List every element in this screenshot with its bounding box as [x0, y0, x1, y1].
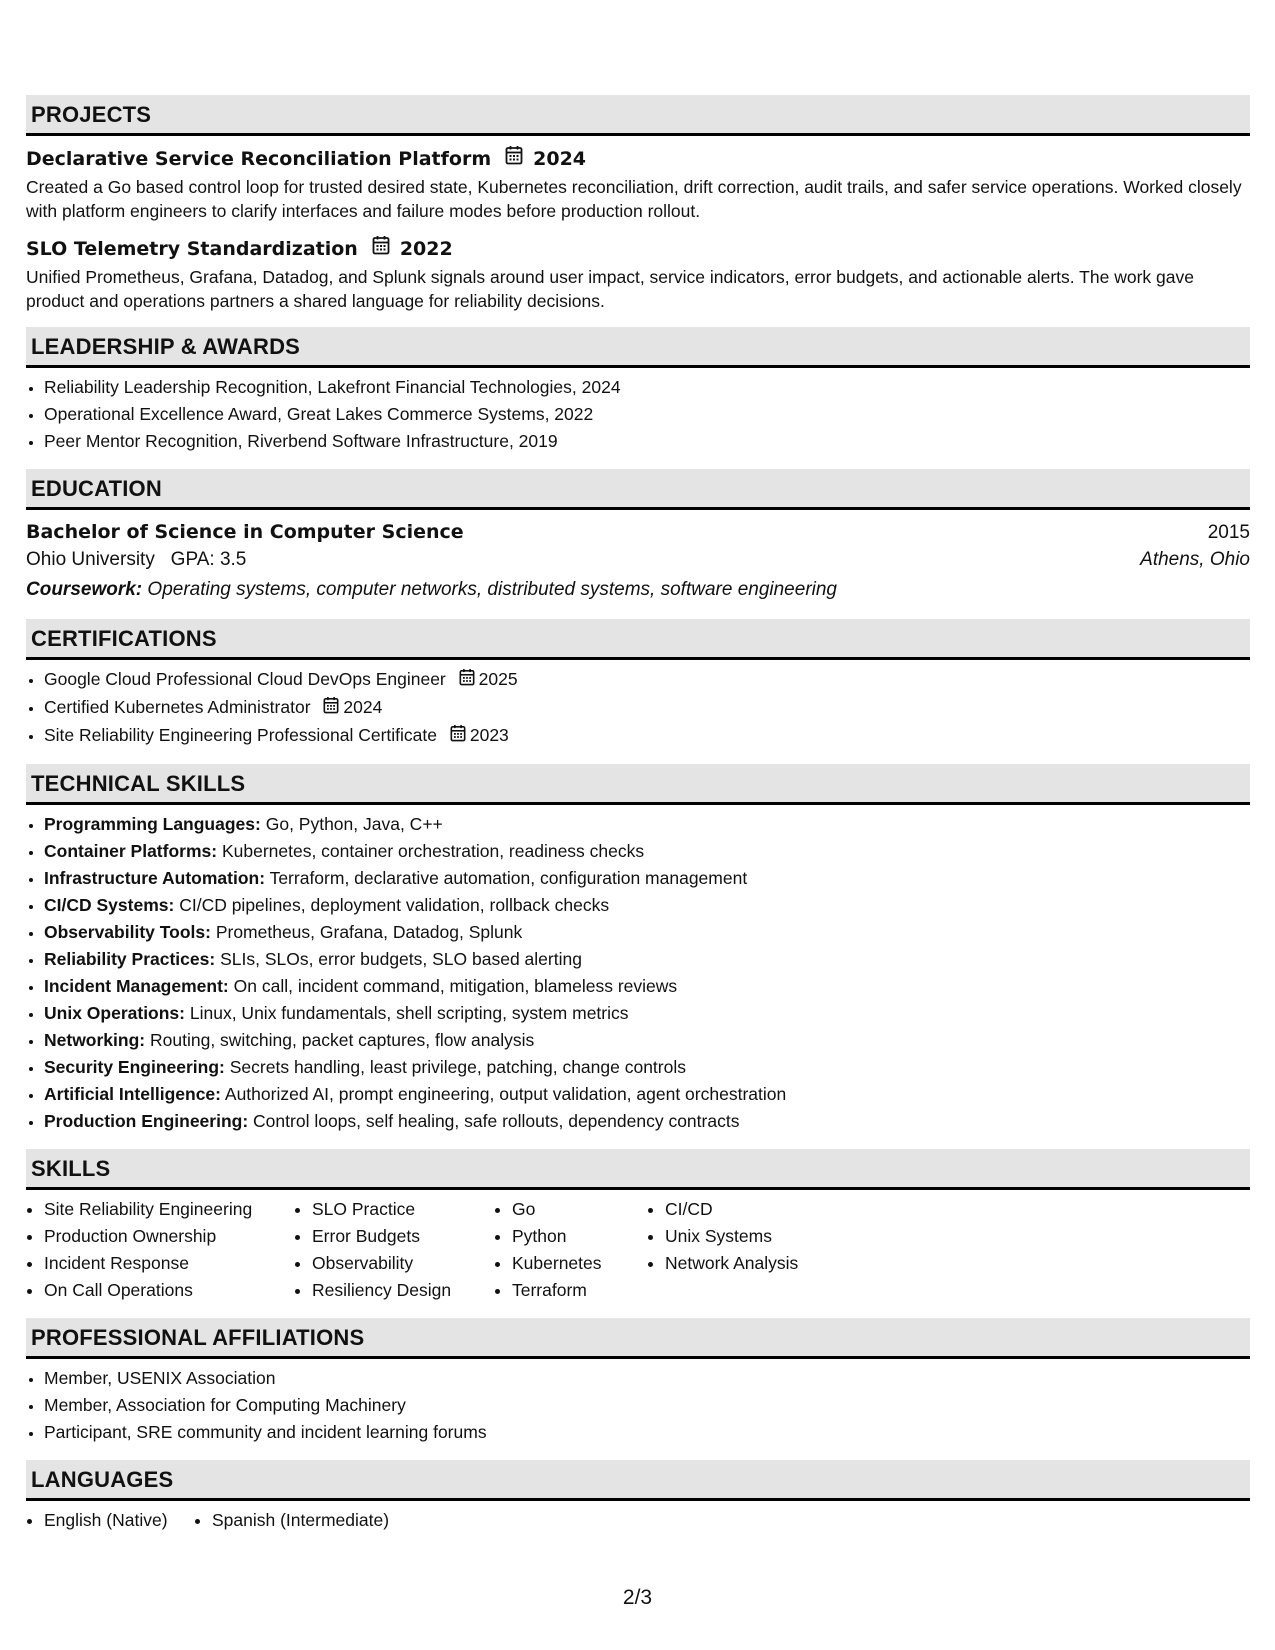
project-name: Declarative Service Reconciliation Platform	[26, 147, 492, 170]
list-item: • Peer Mentor Recognition, Riverbend Software Infrastructure, 2019	[44, 428, 1250, 455]
section-header-certifications: CERTIFICATIONS	[26, 619, 1250, 660]
project-description: Created a Go based control loop for trusted desired state, Kubernetes reconciliation, drift correction, audit trails, and safer service operations. Worked closely with platform engineers to clarify interfaces and failure modes before production rollout.	[26, 177, 1242, 221]
affiliations-list	[26, 1365, 1250, 1446]
list-item: • Incident Response	[44, 1250, 294, 1277]
list-item: • Observability	[312, 1250, 494, 1277]
cert-name: Certified Kubernetes Administrator	[44, 696, 311, 717]
calendar-icon	[459, 667, 475, 694]
calendar-icon	[372, 235, 390, 262]
cert-year: 2024	[343, 696, 383, 717]
skill-values: CI/CD pipelines, deployment validation, rollback checks	[179, 894, 610, 915]
project-description: Unified Prometheus, Grafana, Datadog, and Splunk signals around user impact, service indicators, error budgets, and actionable alerts. The work gave product and operations partners a shared language for reliability decisions.	[26, 267, 1194, 311]
list-item	[44, 973, 1250, 1000]
skill-values: On call, incident command, mitigation, blameless reviews	[233, 975, 678, 996]
list-item	[44, 1000, 1250, 1027]
list-item	[44, 1108, 1250, 1135]
coursework-label: Coursework:	[26, 579, 143, 600]
list-item: • Spanish (Intermediate)	[212, 1507, 389, 1534]
skills-column	[294, 1196, 494, 1304]
skill-category: Production Engineering:	[44, 1110, 249, 1131]
degree: Bachelor of Science in Computer Science	[26, 521, 464, 543]
list-item	[44, 1027, 1250, 1054]
skill-category: Reliability Practices:	[44, 948, 216, 969]
skills-column	[647, 1196, 865, 1304]
skill-values: Go, Python, Java, C++	[265, 813, 443, 834]
list-item: • Member, USENIX Association	[44, 1365, 1250, 1392]
section-header-skills: SKILLS	[26, 1149, 1250, 1190]
list-item: • Unix Systems	[665, 1223, 865, 1250]
calendar-icon	[505, 145, 523, 172]
skills-column	[494, 1196, 647, 1304]
skill-category: Container Platforms:	[44, 840, 218, 861]
cert-year: 2023	[469, 724, 509, 745]
list-item	[44, 666, 1250, 694]
list-item: • Reliability Leadership Recognition, Lakefront Financial Technologies, 2024	[44, 374, 1250, 401]
list-item	[44, 694, 1250, 722]
skill-category: Artificial Intelligence:	[44, 1083, 221, 1104]
skill-category: Programming Languages:	[44, 813, 261, 834]
skill-category: Security Engineering:	[44, 1056, 225, 1077]
coursework	[26, 575, 1250, 605]
section-header-projects: PROJECTS	[26, 95, 1250, 136]
skill-values: Terraform, declarative automation, configuration management	[269, 867, 748, 888]
list-item: • Python	[512, 1223, 647, 1250]
list-item: • Kubernetes	[512, 1250, 647, 1277]
list-item	[44, 865, 1250, 892]
skill-values: Prometheus, Grafana, Datadog, Splunk	[215, 921, 523, 942]
project-year: 2024	[533, 147, 587, 170]
list-item: • English (Native)	[44, 1507, 194, 1534]
list-item: • Resiliency Design	[312, 1277, 494, 1304]
list-item: • Terraform	[512, 1277, 647, 1304]
page-number: 2/3	[622, 1586, 653, 1609]
skills-column	[26, 1196, 294, 1304]
list-item: • Participant, SRE community and incident learning forums	[44, 1419, 1250, 1446]
skill-values: Secrets handling, least privilege, patching, change controls	[229, 1056, 686, 1077]
project-item	[26, 235, 1250, 313]
project-name: SLO Telemetry Standardization	[26, 237, 358, 260]
skill-values: Linux, Unix fundamentals, shell scripting, system metrics	[189, 1002, 629, 1023]
skill-category: Observability Tools:	[44, 921, 211, 942]
skill-category: Networking:	[44, 1029, 146, 1050]
skill-category: Incident Management:	[44, 975, 229, 996]
skill-category: CI/CD Systems:	[44, 894, 175, 915]
certifications-list	[26, 666, 1250, 750]
cert-name: Google Cloud Professional Cloud DevOps Engineer	[44, 669, 446, 689]
project-item	[26, 145, 1250, 223]
list-item	[44, 919, 1250, 946]
list-item	[44, 1081, 1250, 1108]
project-year: 2022	[399, 237, 453, 260]
coursework-text: Operating systems, computer networks, distributed systems, software engineering	[147, 579, 837, 600]
list-item: • On Call Operations	[44, 1277, 294, 1304]
graduation-year: 2015	[1207, 522, 1250, 543]
calendar-icon	[323, 695, 339, 722]
skill-values: Control loops, self healing, safe rollouts, dependency contracts	[253, 1110, 740, 1131]
list-item: • Member, Association for Computing Machinery	[44, 1392, 1250, 1419]
section-header-leadership: LEADERSHIP & AWARDS	[26, 327, 1250, 368]
cert-year: 2025	[478, 669, 518, 689]
technical-skills-list	[26, 811, 1250, 1135]
skills-columns	[26, 1196, 1250, 1304]
skill-values: Kubernetes, container orchestration, readiness checks	[221, 840, 645, 861]
list-item: • Error Budgets	[312, 1223, 494, 1250]
list-item: • CI/CD	[665, 1196, 865, 1223]
list-item	[44, 946, 1250, 973]
resume-page	[26, 95, 1250, 1534]
section-header-education: EDUCATION	[26, 469, 1250, 510]
section-header-technical-skills: TECHNICAL SKILLS	[26, 764, 1250, 805]
skill-values: SLIs, SLOs, error budgets, SLO based alerting	[220, 948, 582, 969]
skill-values: Routing, switching, packet captures, flow analysis	[150, 1029, 535, 1050]
gpa: GPA: 3.5	[170, 549, 247, 570]
languages-list	[26, 1507, 1250, 1534]
school-name: Ohio University	[26, 549, 155, 570]
cert-name: Site Reliability Engineering Professional Certificate	[44, 724, 437, 745]
list-item	[44, 722, 1250, 750]
skill-category: Unix Operations:	[44, 1002, 185, 1023]
list-item	[44, 811, 1250, 838]
list-item: • SLO Practice	[312, 1196, 494, 1223]
skill-values: Authorized AI, prompt engineering, output validation, agent orchestration	[224, 1083, 787, 1104]
section-header-languages: LANGUAGES	[26, 1460, 1250, 1501]
list-item	[44, 838, 1250, 865]
list-item: • Go	[512, 1196, 647, 1223]
list-item: • Operational Excellence Award, Great Lakes Commerce Systems, 2022	[44, 401, 1250, 428]
awards-list	[26, 374, 1250, 455]
calendar-icon	[450, 723, 466, 750]
list-item	[44, 892, 1250, 919]
list-item: • Site Reliability Engineering	[44, 1196, 294, 1223]
school-location: Athens, Ohio	[1140, 549, 1250, 570]
section-header-affiliations: PROFESSIONAL AFFILIATIONS	[26, 1318, 1250, 1359]
list-item: • Network Analysis	[665, 1250, 865, 1277]
skill-category: Infrastructure Automation:	[44, 867, 266, 888]
list-item	[44, 1054, 1250, 1081]
list-item: • Production Ownership	[44, 1223, 294, 1250]
